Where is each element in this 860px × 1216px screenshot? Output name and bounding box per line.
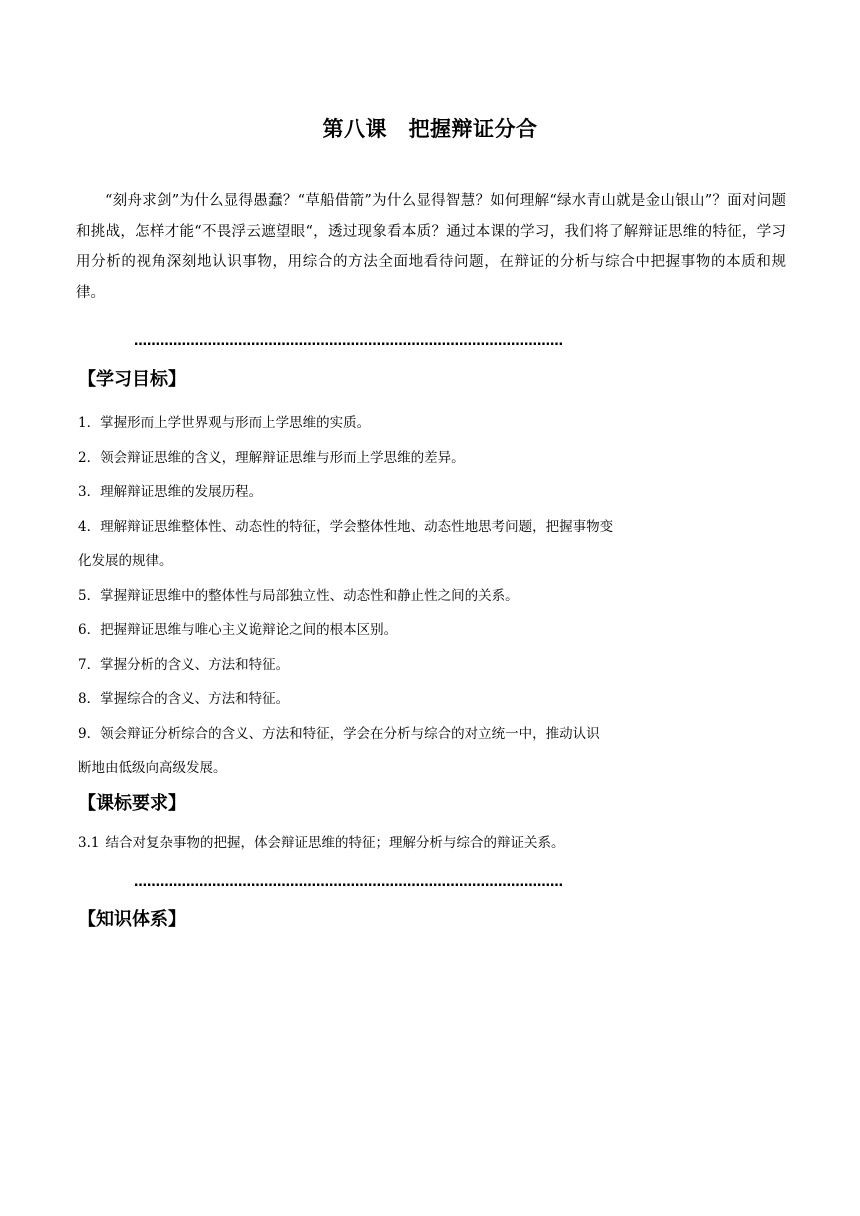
objectives-heading: 【学习目标】 xyxy=(78,369,186,390)
objectives-list xyxy=(78,406,778,786)
item-text-continued: 断地由低级向高级发展。 xyxy=(78,760,227,776)
item-text-continued: 化发展的规律。 xyxy=(78,553,173,569)
list-item xyxy=(78,441,778,476)
item-number: 5． xyxy=(78,587,101,604)
item-text: 把握辩证思维与唯心主义诡辩论之间的根本区别。 xyxy=(100,622,398,638)
item-text: 掌握形而上学世界观与形而上学思维的实质。 xyxy=(100,415,371,431)
item-text: 掌握分析的含义、方法和特征。 xyxy=(100,656,290,673)
list-item xyxy=(78,648,778,683)
item-text: 理解辩证思维整体性、动态性的特征，学会整体性地、动态性地思考问题，把握事物变 xyxy=(100,518,614,535)
item-number: 9． xyxy=(78,725,101,742)
intro-paragraph: “刻舟求剑”为什么显得愚蠢？“草船借箭”为什么显得智慧？如何理解“绿水青山就是金山银山”？面对问题和挑战，怎样才能“不畏浮云遮望眼“，透过现象看本质？通过本课的学习，我们将了解辩证思维的特征，学习用分析的视角深刻地认识事物，用综合的方法全面地看待问题，在辩证的分析与综合中把握事物的本质和规律。 xyxy=(76,193,786,301)
item-text: 掌握综合的含义、方法和特征。 xyxy=(100,691,290,707)
dotted-separator: ……………………………………………………………………………………… xyxy=(134,334,563,349)
item-number: 3． xyxy=(78,484,101,500)
item-text: 理解辩证思维的发展历程。 xyxy=(100,484,263,500)
requirement-text: 结合对复杂事物的把握，体会辩证思维的特征；理解分析与综合的辩证关系。 xyxy=(105,835,565,851)
item-text: 领会辩证分析综合的含义、方法和特征，学会在分析与综合的对立统一中，推动认识 xyxy=(100,725,600,742)
dotted-separator: ……………………………………………………………………………………… xyxy=(134,875,563,890)
requirements-heading: 【课标要求】 xyxy=(78,793,186,814)
item-number: 8． xyxy=(78,691,101,707)
list-item xyxy=(78,717,778,786)
knowledge-heading: 【知识体系】 xyxy=(78,909,186,930)
item-number: 4． xyxy=(78,518,101,535)
item-number: 1． xyxy=(78,415,101,431)
list-item xyxy=(78,510,778,579)
item-number: 6． xyxy=(78,622,101,638)
list-item xyxy=(78,475,778,510)
item-text: 领会辩证思维的含义，理解辩证思维与形而上学思维的差异。 xyxy=(100,449,465,466)
requirement-item xyxy=(78,831,564,855)
requirement-number: 3.1 xyxy=(78,835,100,851)
page-title: 第八课 把握辩证分合 xyxy=(322,117,538,141)
item-number: 2． xyxy=(78,449,101,466)
list-item xyxy=(78,682,778,717)
list-item xyxy=(78,406,778,441)
list-item xyxy=(78,579,778,614)
item-number: 7． xyxy=(78,656,101,673)
list-item xyxy=(78,613,778,648)
item-text: 掌握辩证思维中的整体性与局部独立性、动态性和静止性之间的关系。 xyxy=(100,587,519,604)
